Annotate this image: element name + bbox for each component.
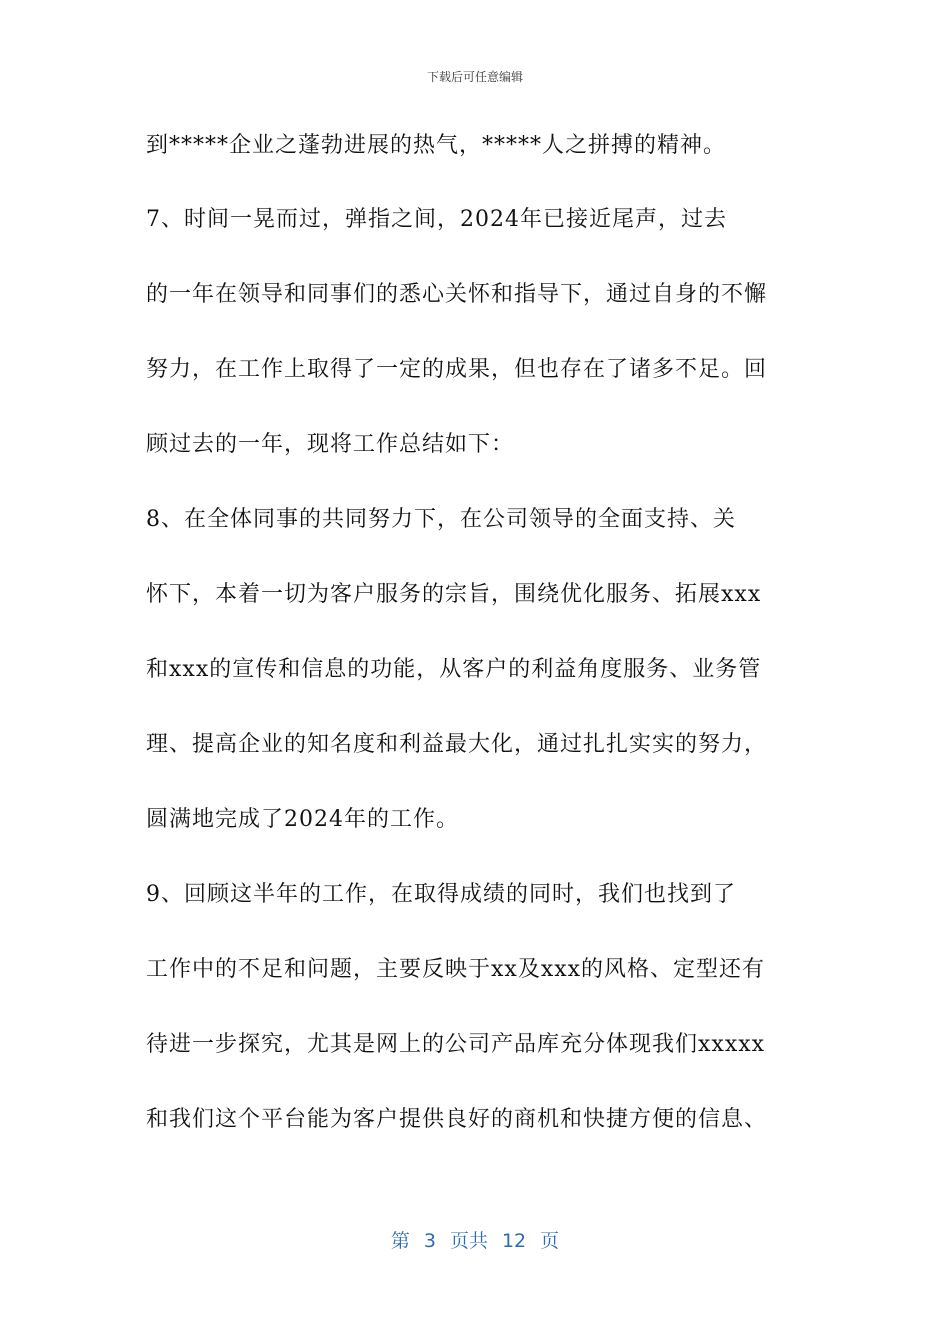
- header-note: 下载后可任意编辑: [426, 70, 523, 84]
- text-line: 怀下，本着一切为客户服务的宗旨，围绕优化服务、拓展xxx: [146, 582, 762, 607]
- text-line: 努力，在工作上取得了一定的成果，但也存在了诸多不足。回: [146, 357, 768, 382]
- current-page-number: 3: [423, 1230, 436, 1252]
- page-footer: [0, 1226, 950, 1253]
- text-line: 7、时间一晃而过，弹指之间，2024年已接近尾声，过去: [146, 207, 727, 232]
- text-line: 待进一步探究，尤其是网上的公司产品库充分体现我们xxxxx: [146, 1032, 766, 1057]
- text-line: 9、回顾这半年的工作，在取得成绩的同时，我们也找到了: [146, 882, 736, 907]
- footer-suffix: 页: [540, 1230, 560, 1252]
- text-line: 和xxx的宣传和信息的功能，从客户的利益角度服务、业务管: [146, 657, 762, 682]
- total-pages-number: 12: [501, 1230, 527, 1252]
- text-line: 圆满地完成了2024年的工作。: [146, 807, 459, 832]
- footer-middle: 页共: [449, 1230, 488, 1252]
- text-line: 理、提高企业的知名度和利益最大化，通过扎扎实实的努力，: [146, 732, 768, 757]
- text-line: 顾过去的一年，现将工作总结如下：: [146, 432, 515, 457]
- text-line: 工作中的不足和问题，主要反映于xx及xxx的风格、定型还有: [146, 957, 766, 982]
- text-line: 的一年在领导和同事们的悉心关怀和指导下，通过自身的不懈: [146, 282, 768, 307]
- footer-prefix: 第: [390, 1230, 410, 1252]
- text-line: 到*****企业之蓬勃进展的热气，*****人之拼搏的精神。: [146, 133, 727, 158]
- text-line: 和我们这个平台能为客户提供良好的商机和快捷方便的信息、: [146, 1107, 768, 1132]
- text-line: 8、在全体同事的共同努力下，在公司领导的全面支持、关: [146, 507, 736, 532]
